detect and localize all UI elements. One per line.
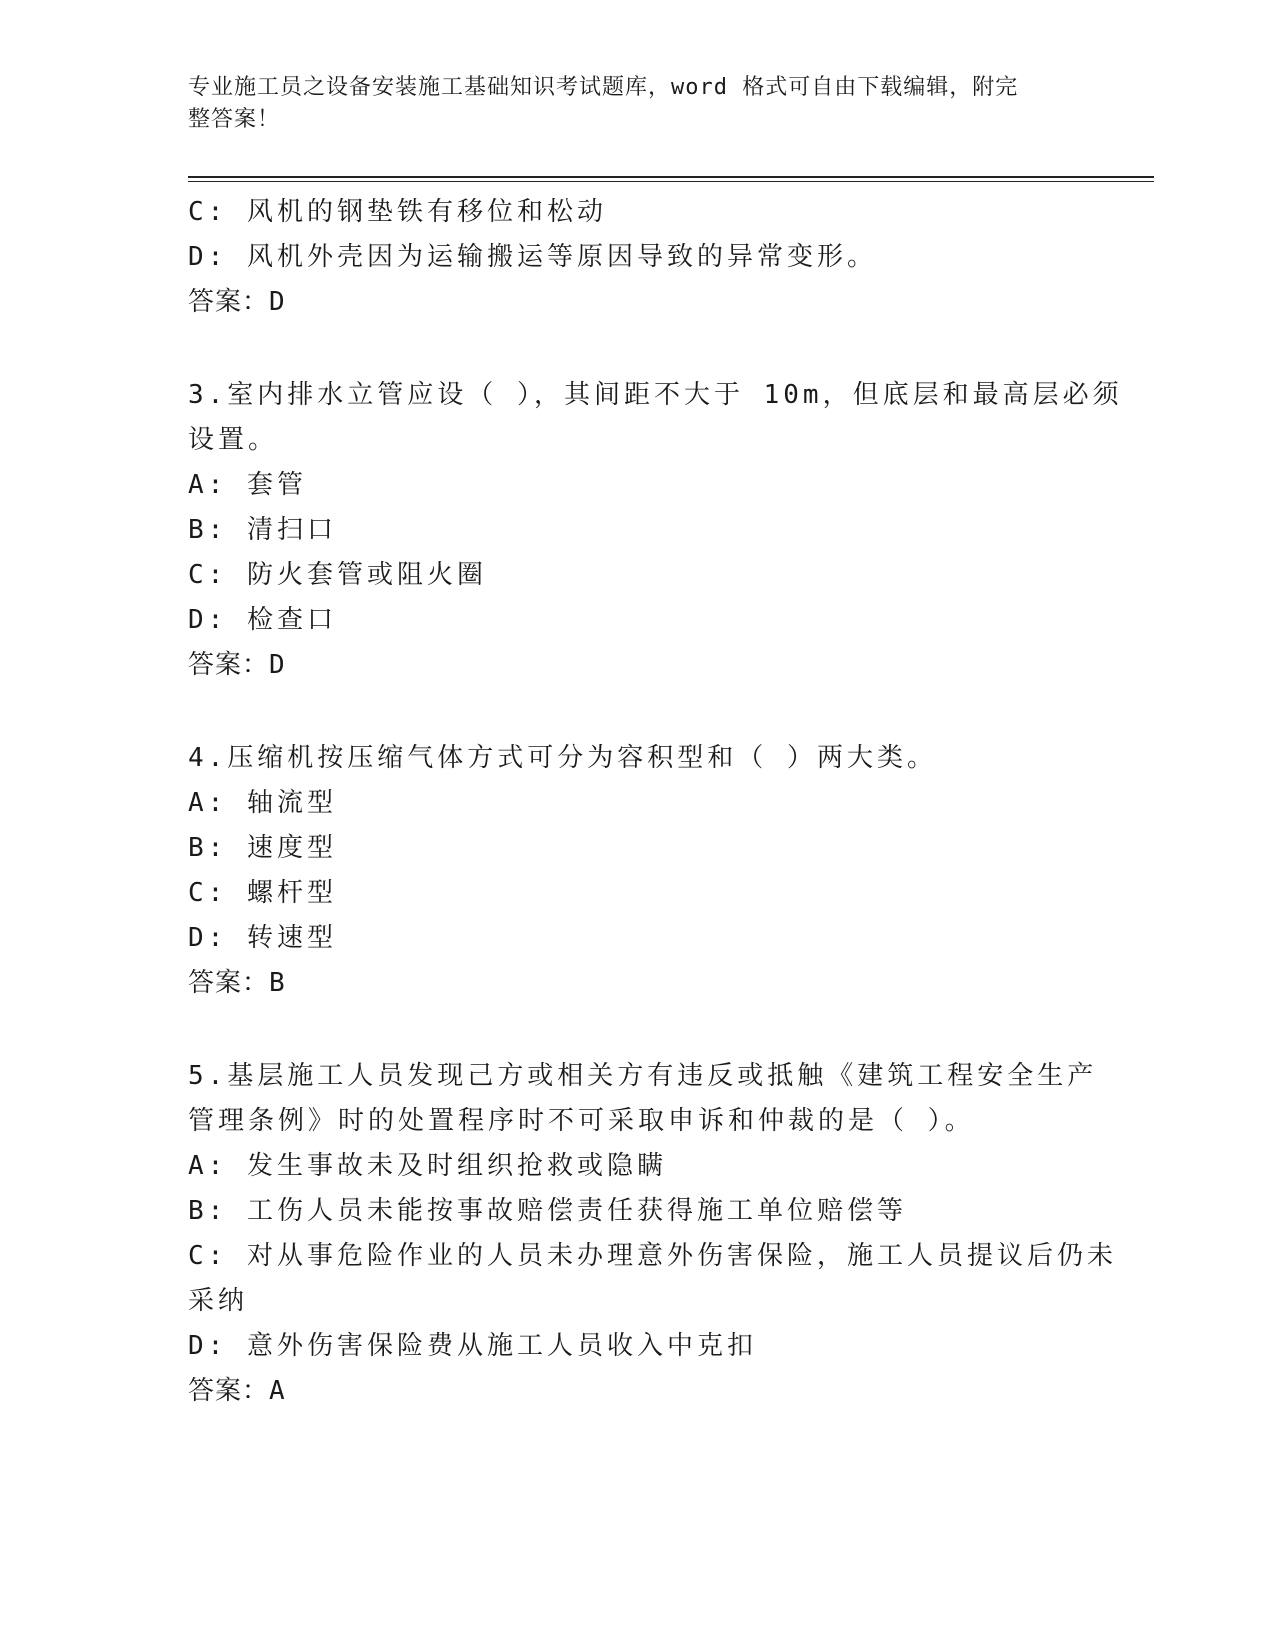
spacer	[188, 1006, 1088, 1054]
header-divider-thick	[188, 176, 1154, 178]
header-line-2: 整答案！	[188, 107, 281, 132]
option-c-line-2: 采纳	[188, 1286, 249, 1316]
option-a: A: 轴流型	[188, 788, 337, 818]
answer-line: 答案：D	[188, 287, 286, 317]
question-2-tail	[188, 190, 1088, 325]
header-line-1: 专业施工员之设备安装施工基础知识考试题库，word 格式可自由下载编辑，附完	[188, 75, 1019, 100]
option-c: C: 螺杆型	[188, 878, 337, 908]
question-list	[188, 190, 1123, 1414]
option-c: C: 防火套管或阻火圈	[188, 560, 487, 590]
question-stem-line-2: 管理条例》时的处置程序时不可采取申诉和仲裁的是（ ）。	[188, 1106, 975, 1136]
answer-line: 答案：B	[188, 968, 286, 998]
question-stem-line-2: 设置。	[188, 425, 279, 455]
question-5	[188, 1054, 1117, 1414]
option-a: A: 套管	[188, 470, 307, 500]
document-header	[188, 72, 1068, 136]
option-b: B: 清扫口	[188, 515, 337, 545]
option-b: B: 速度型	[188, 833, 337, 863]
option-d: D: 风机外壳因为运输搬运等原因导致的异常变形。	[188, 242, 877, 272]
question-stem-line-1: 5.基层施工人员发现己方或相关方有违反或抵触《建筑工程安全生产	[188, 1061, 1098, 1091]
question-4	[188, 736, 1088, 1006]
spacer	[188, 688, 1088, 736]
answer-line: 答案：A	[188, 1376, 286, 1406]
answer-line: 答案：D	[188, 650, 286, 680]
question-3	[188, 373, 1123, 688]
option-b: B: 工伤人员未能按事故赔偿责任获得施工单位赔偿等	[188, 1196, 907, 1226]
option-d: D: 检查口	[188, 605, 337, 635]
option-d: D: 意外伤害保险费从施工人员收入中克扣	[188, 1331, 757, 1361]
option-a: A: 发生事故未及时组织抢救或隐瞒	[188, 1151, 667, 1181]
question-stem-line-1: 3.室内排水立管应设（ ），其间距不大于 10m，但底层和最高层必须	[188, 380, 1123, 410]
question-stem: 4.压缩机按压缩气体方式可分为容积型和（ ）两大类。	[188, 743, 937, 773]
option-c-line-1: C: 对从事危险作业的人员未办理意外伤害保险，施工人员提议后仍未	[188, 1241, 1117, 1271]
option-d: D: 转速型	[188, 923, 337, 953]
header-divider-thin	[188, 181, 1154, 182]
option-c: C: 风机的钢垫铁有移位和松动	[188, 197, 607, 227]
spacer	[188, 325, 1088, 373]
